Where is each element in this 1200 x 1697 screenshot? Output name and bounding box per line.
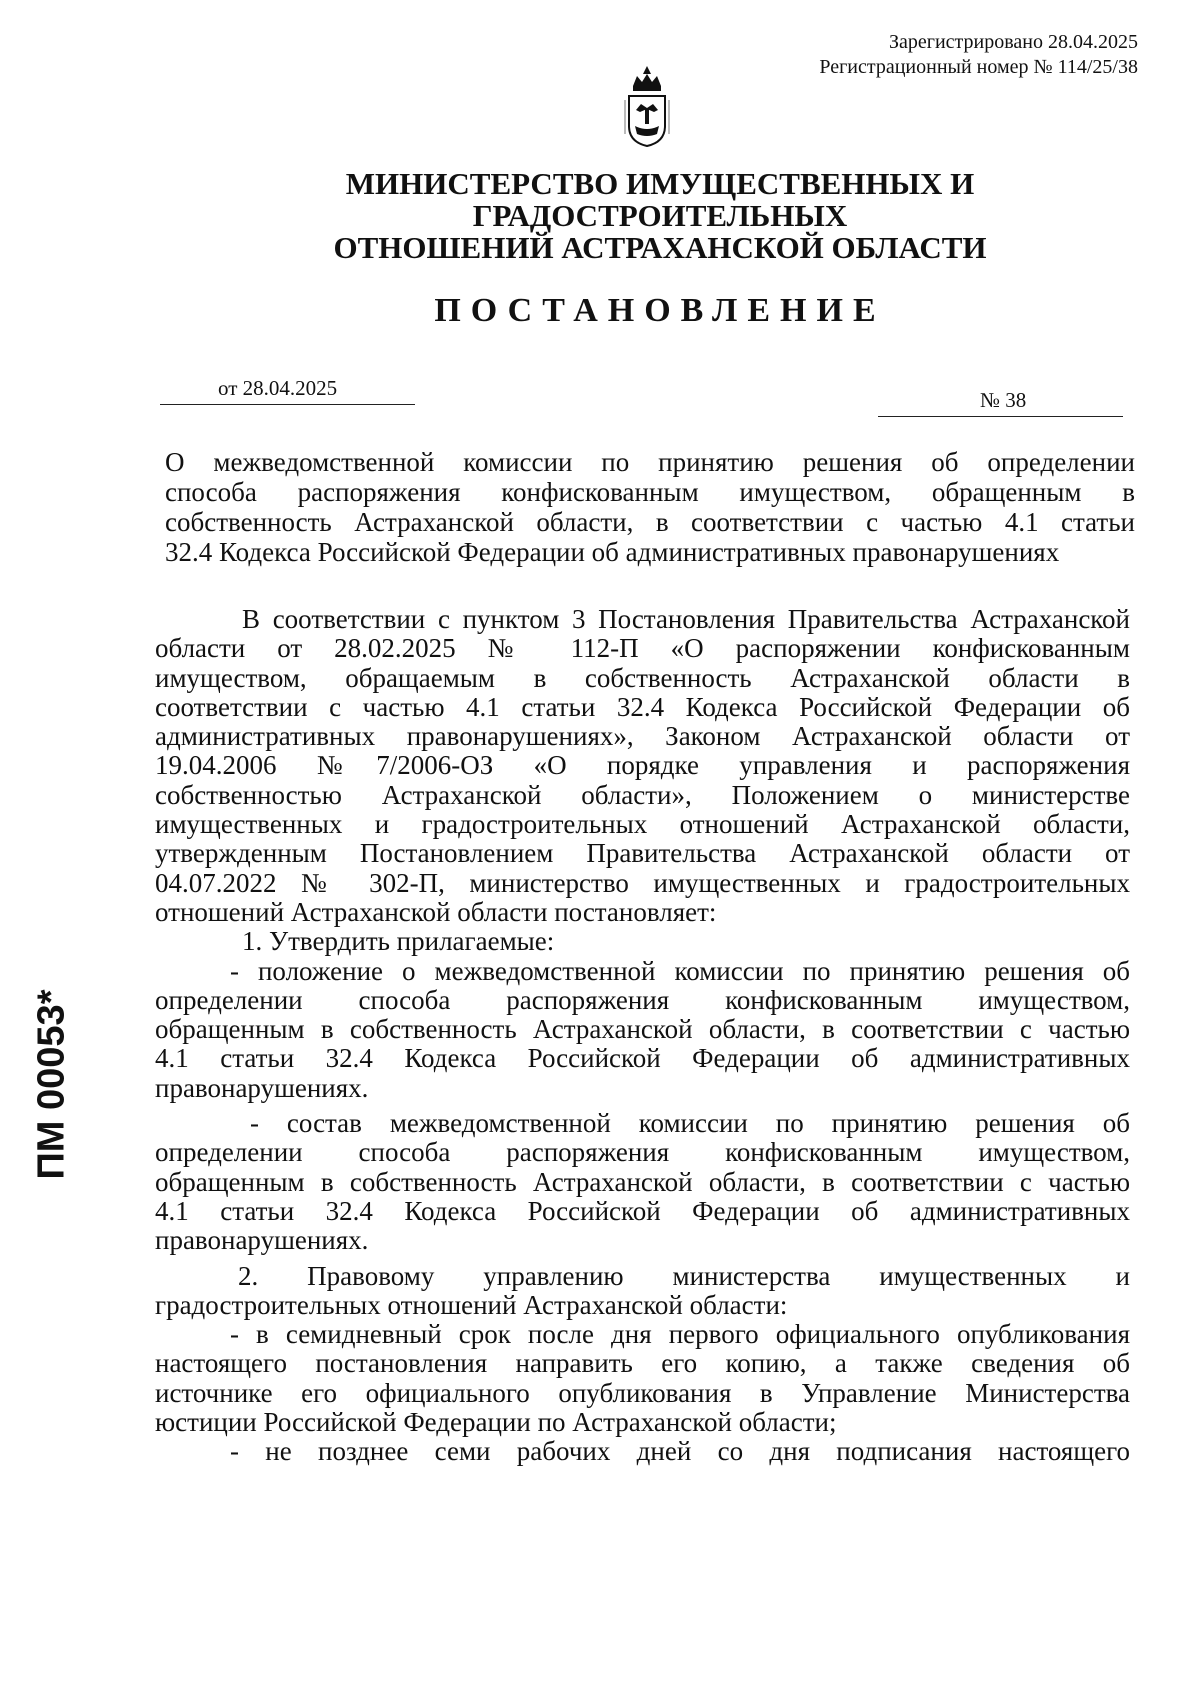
item-line: 4.1 статьи 32.4 Кодекса Российской Федерации об административных: [155, 1195, 1130, 1226]
item-line: обращенным в собственность Астраханской области, в соответствии с частью: [155, 1014, 1130, 1045]
item-line: правонарушениях.: [155, 1225, 369, 1256]
item-2-title: [155, 1262, 1130, 1321]
subject-line: О межведомственной комиссии по принятию решения об определении: [165, 447, 1135, 477]
item-line: градостроительных отношений Астраханской области:: [155, 1289, 788, 1320]
subject-line: собственность Астраханской области, в соответствии с частью 4.1 статьи: [165, 507, 1135, 537]
astrakhan-coat-of-arms-icon: [621, 64, 673, 148]
item-line: источнике его официального опубликования в Управление Министерства: [155, 1377, 1130, 1408]
item-2-deadline: [155, 1437, 1130, 1466]
registration-number: Регистрационный номер № 114/25/38: [819, 56, 1138, 78]
document-number: № 38: [878, 385, 1123, 417]
preamble-line: имущественных и градостроительных отношений Астраханской области,: [155, 809, 1130, 840]
item-line: правонарушениях.: [155, 1072, 369, 1103]
registration-stamp: [819, 30, 1138, 80]
side-registry-mark: ПМ 00053*: [30, 989, 73, 1180]
preamble-line: собственностью Астраханской области», Положением о министерстве: [155, 779, 1130, 810]
preamble-line: имуществом, обращаемым в собственность Астраханской области в: [155, 662, 1130, 693]
ministry-line-1: МИНИСТЕРСТВО ИМУЩЕСТВЕННЫХ И: [345, 166, 975, 201]
item-line: настоящего постановления направить его копию, а также сведения об: [155, 1348, 1130, 1379]
preamble-paragraph: [155, 605, 1130, 927]
item-line: - в семидневный срок после дня первого официального опубликования: [230, 1319, 1130, 1350]
preamble-line: 04.07.2022 № 302-П, министерство имущественных и градостроительных: [155, 867, 1130, 898]
preamble-line: отношений Астраханской области постановляет:: [155, 896, 717, 927]
preamble-line: В соответствии с пунктом 3 Постановления Правительства Астраханской: [242, 604, 1130, 634]
item-line: - не позднее семи рабочих дней со дня подписания настоящего: [230, 1436, 1130, 1467]
subject-line: способа распоряжения конфискованным имуществом, обращенным в: [165, 477, 1135, 507]
item-1-position: [155, 957, 1130, 1103]
registration-date: Зарегистрировано 28.04.2025: [888, 31, 1138, 53]
item-line: определении способа распоряжения конфискованным имуществом,: [155, 984, 1130, 1015]
ministry-line-3: ОТНОШЕНИЙ АСТРАХАНСКОЙ ОБЛАСТИ: [333, 230, 987, 265]
document-subject: [165, 447, 1135, 567]
item-line: - состав межведомственной комиссии по принятию решения об: [250, 1108, 1130, 1139]
item-line: обращенным в собственность Астраханской области, в соответствии с частью: [155, 1166, 1130, 1197]
ministry-name: [300, 168, 1020, 264]
item-line: 4.1 статьи 32.4 Кодекса Российской Федерации об административных: [155, 1043, 1130, 1074]
document-body: [155, 605, 1130, 1467]
subject-line: 32.4 Кодекса Российской Федерации об административных правонарушениях: [165, 537, 1060, 567]
item-line: - положение о межведомственной комиссии по принятию решения об: [230, 955, 1130, 986]
preamble-line: утвержденным Постановлением Правительства Астраханской области от: [155, 838, 1130, 869]
item-line: юстиции Российской Федерации по Астраханской области;: [155, 1407, 837, 1438]
ministry-line-2: ГРАДОСТРОИТЕЛЬНЫХ: [472, 198, 848, 233]
document-date: от 28.04.2025: [160, 373, 415, 405]
document-type: ПОСТАНОВЛЕНИЕ: [434, 292, 886, 329]
item-2-publication: [155, 1320, 1130, 1437]
preamble-line: соответствии с частью 4.1 статьи 32.4 Кодекса Российской Федерации об: [155, 691, 1130, 722]
item-line: определении способа распоряжения конфискованным имуществом,: [155, 1137, 1130, 1168]
preamble-line: области от 28.02.2025 № 112-П «О распоряжении конфискованным: [155, 633, 1130, 664]
preamble-line: административных правонарушениях», Законом Астраханской области от: [155, 721, 1130, 752]
preamble-line: 19.04.2006 №7/2006-ОЗ «О порядке управления и распоряжения: [155, 750, 1130, 781]
item-line: 2. Правовому управлению министерства имущественных и: [238, 1260, 1130, 1291]
item-1-title: 1. Утвердить прилагаемые:: [242, 926, 555, 957]
item-1-composition: [155, 1109, 1130, 1255]
